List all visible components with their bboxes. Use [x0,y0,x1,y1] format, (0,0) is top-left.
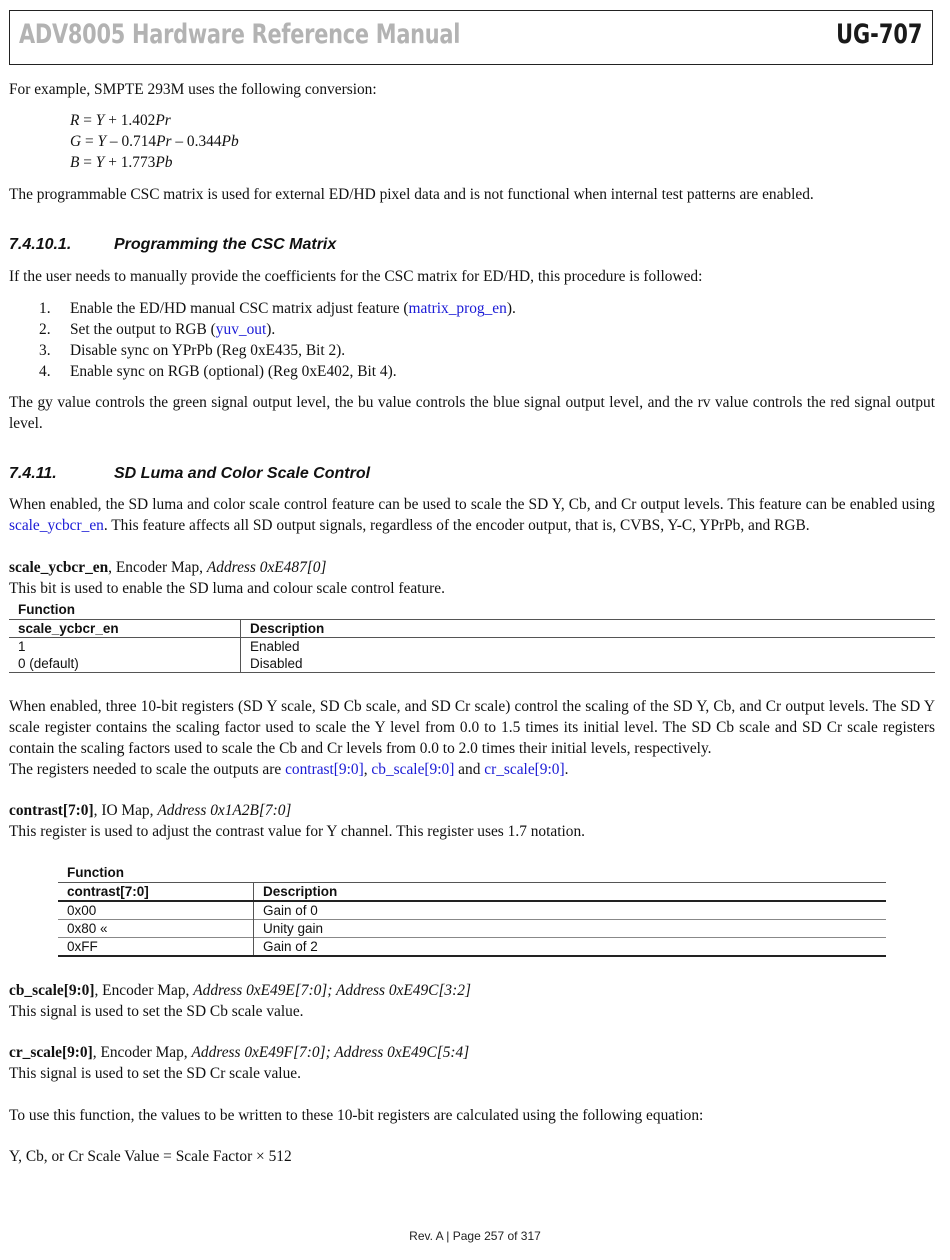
scale-ycbcr-en-link[interactable]: scale_ycbcr_en [9,517,104,534]
table-row: 0x80 « Unity gain [58,920,886,938]
list-item: 1. Enable the ED/HD manual CSC matrix adjust feature (matrix_prog_en). [39,300,516,317]
register-scale-ycbcr-en-title: scale_ycbcr_en, Encoder Map, Address 0xE487[0] [9,559,327,576]
scale-ycbcr-en-table [9,601,935,673]
document-title: ADV8005 Hardware Reference Manual [19,19,461,50]
table-function-label: Function [67,865,124,880]
list-item: 4. Enable sync on RGB (optional) (Reg 0xE402, Bit 4). [39,363,397,380]
contrast-link[interactable]: contrast[9:0] [285,761,364,778]
gain-note: The gy value controls the green signal output level, the bu value controls the blue signal output level, and the rv value controls the red signal output level. [9,394,935,432]
contrast-table [58,864,886,957]
intro-text: For example, SMPTE 293M uses the following conversion: [9,81,377,98]
equation-intro: To use this function, the values to be written to these 10-bit registers are calculated using the following equation: [9,1107,704,1124]
column-header-value: contrast[7:0] [58,883,254,902]
scale-registers-paragraph: When enabled, three 10-bit registers (SD Y scale, SD Cb scale, and SD Cr scale) control the scaling of the SD Y, Cb, and Cr output levels. The SD Y scale register contains the scaling factor used to scale the Y level from 0.0 to 1.5 times its initial level. The SD Cb scale and SD Cr scale registers contain the scaling factors used to scale the Cb and Cr levels from 0.0 to 2.0 times their initial levels, respectively. [9,698,935,757]
section-heading-programming-csc: 7.4.10.1. Programming the CSC Matrix [9,236,337,253]
table-row: 0x00 Gain of 0 [58,901,886,920]
list-item: 2. Set the output to RGB (yuv_out). [39,321,276,338]
register-cr-scale-title: cr_scale[9:0], Encoder Map, Address 0xE49F[7:0]; Address 0xE49C[5:4] [9,1044,470,1061]
table-row: 0xFF Gain of 2 [58,938,886,957]
matrix-prog-en-link[interactable]: matrix_prog_en [408,300,507,317]
csc-note: The programmable CSC matrix is used for external ED/HD pixel data and is not functional when internal test patterns are enabled. [9,186,814,203]
column-header-description: Description [250,621,325,636]
equation-r: R = Y + 1.402Pr [70,112,171,129]
register-cb-scale-title: cb_scale[9:0], Encoder Map, Address 0xE49E[7:0]; Address 0xE49C[3:2] [9,982,471,999]
registers-needed-text: The registers needed to scale the outputs are contrast[9:0], cb_scale[9:0] and cr_scale[9:0]. [9,761,569,778]
procedure-intro: If the user needs to manually provide the coefficients for the CSC matrix for ED/HD, this procedure is followed: [9,268,703,285]
page-footer: Rev. A | Page 257 of 317 [409,1229,541,1243]
register-contrast-title: contrast[7:0], IO Map, Address 0x1A2B[7:0] [9,802,292,819]
page-header [9,10,933,65]
register-cr-scale-desc: This signal is used to set the SD Cr scale value. [9,1065,301,1082]
table-function-label: Function [18,602,75,617]
section-heading-sd-luma: 7.4.11. SD Luma and Color Scale Control [9,465,371,482]
document-code: UG-707 [835,19,922,50]
sd-luma-paragraph: When enabled, the SD luma and color scale control feature can be used to scale the SD Y, Cb, and Cr output levels. This feature can be enabled using scale_ycbcr_en. This feature affects all SD output signals, regardless of the encoder output, that is, CVBS, Y-C, YPrPb, and RGB. [9,496,935,534]
list-item: 3. Disable sync on YPrPb (Reg 0xE435, Bit 2). [39,342,346,359]
table-header-row [9,620,935,638]
equation-g: G = Y – 0.714Pr – 0.344Pb [70,133,239,150]
scale-value-equation: Y, Cb, or Cr Scale Value = Scale Factor × 512 [9,1148,292,1165]
procedure-steps [9,298,935,382]
register-contrast-desc: This register is used to adjust the contrast value for Y channel. This register uses 1.7 notation. [9,823,586,840]
cr-scale-link[interactable]: cr_scale[9:0] [484,761,565,778]
equation-b: B = Y + 1.773Pb [70,154,173,171]
register-scale-ycbcr-en-desc: This bit is used to enable the SD luma and colour scale control feature. [9,580,445,597]
column-header-value: scale_ycbcr_en [9,620,241,638]
cb-scale-link[interactable]: cb_scale[9:0] [371,761,455,778]
register-cb-scale-desc: This signal is used to set the SD Cb scale value. [9,1003,304,1020]
column-header-description: Description [263,884,338,899]
table-row: 1 Enabled [9,638,935,656]
table-row: 0 (default) Disabled [9,655,935,673]
table-header-row [58,883,886,902]
yuv-out-link[interactable]: yuv_out [215,321,267,338]
